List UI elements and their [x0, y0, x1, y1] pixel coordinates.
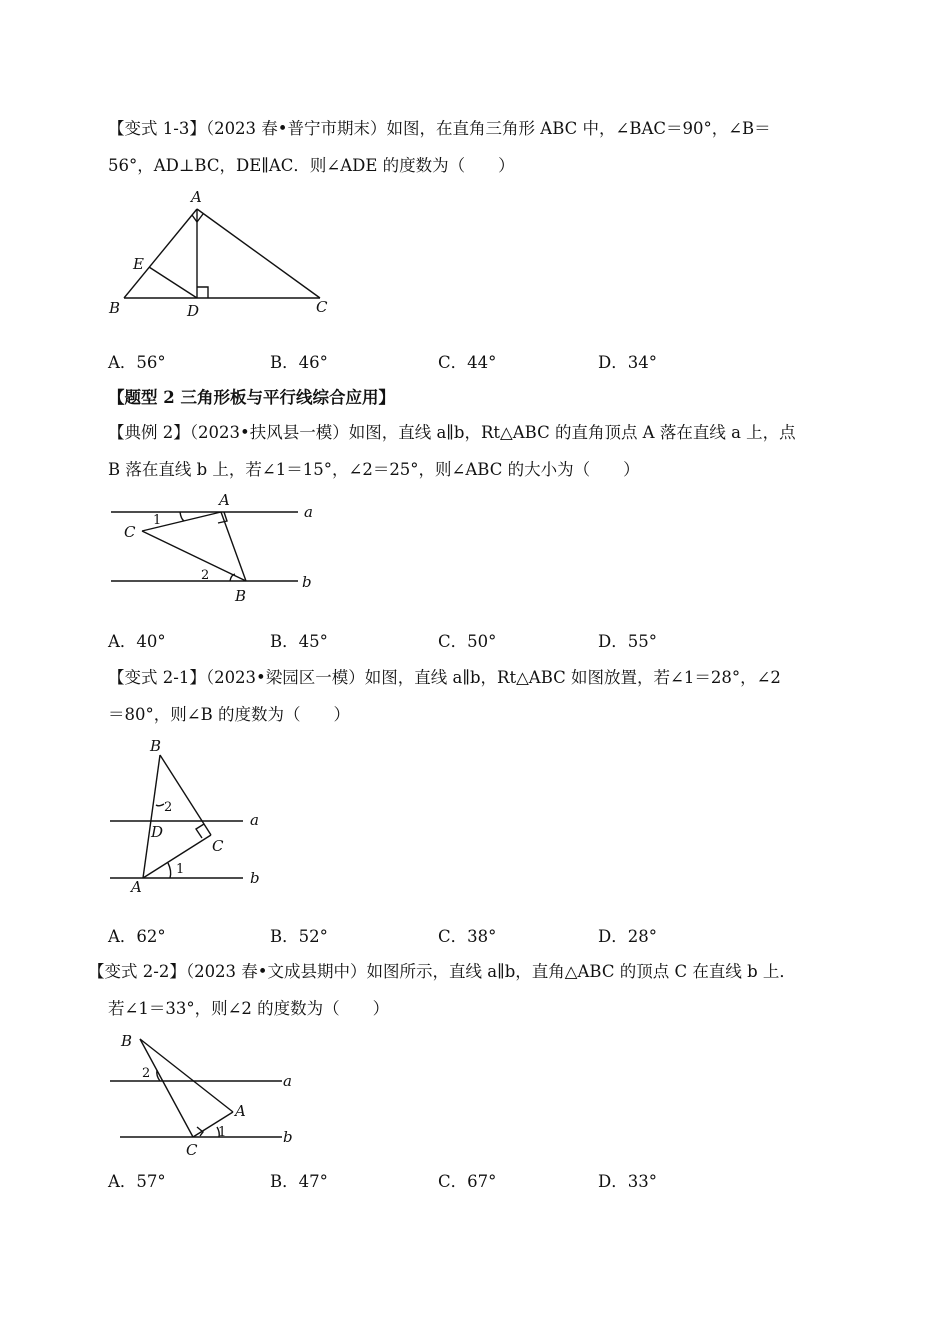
ex2-label-a: A: [219, 491, 230, 509]
q22-option-d[interactable]: D．33°: [598, 1172, 657, 1191]
ex2-label-line-b: b: [302, 573, 312, 591]
q13-label-d: D: [187, 302, 200, 320]
ex2-stem-line2: B 落在直线 b 上，若∠1＝15°，∠2＝25°，则∠ABC 的大小为（ ）: [108, 460, 640, 479]
q21-figure: [100, 735, 280, 900]
q13-right-angle-d: [197, 287, 208, 298]
q13-option-c[interactable]: C．44°: [438, 353, 497, 372]
q21-stem-line1: 【变式 2-1】（2023•梁园区一模）如图，直线 a∥b，Rt△ABC 如图放置，若∠1＝28°，∠2: [108, 668, 781, 687]
ex2-label-angle-2: 2: [201, 568, 210, 583]
q22-stem-line2: 若∠1＝33°，则∠2 的度数为（ ）: [108, 999, 390, 1018]
q22-option-a[interactable]: A．57°: [108, 1172, 166, 1191]
ex2-angle-1-arc: [180, 512, 184, 521]
q22-option-b[interactable]: B．47°: [270, 1172, 328, 1191]
q13-option-d[interactable]: D．34°: [598, 353, 657, 372]
q22-figure: [100, 1028, 300, 1163]
ex2-option-d[interactable]: D．55°: [598, 632, 657, 651]
q21-label-b: B: [150, 737, 162, 755]
ex2-label-angle-1: 1: [153, 513, 162, 528]
ex2-stem-line1: 【典例 2】（2023•扶风县一模）如图，直线 a∥b，Rt△ABC 的直角顶点 A 落在直线 a 上，点: [108, 423, 796, 442]
q21-option-a[interactable]: A．62°: [108, 927, 166, 946]
q13-seg-de: [149, 267, 197, 298]
q21-label-c: C: [212, 837, 224, 855]
q13-seg-ab: [124, 209, 197, 298]
q21-angle-2-arc: [156, 804, 164, 806]
q21-label-d: D: [151, 823, 164, 841]
q22-seg-ba: [140, 1039, 233, 1112]
q21-right-angle-c: [196, 824, 204, 838]
ex2-option-c[interactable]: C．50°: [438, 632, 497, 651]
q22-label-a: A: [235, 1102, 246, 1120]
q21-label-line-b: b: [250, 869, 260, 887]
q21-label-a: A: [131, 878, 142, 896]
q22-option-c[interactable]: C．67°: [438, 1172, 497, 1191]
q13-option-b[interactable]: B．46°: [270, 353, 328, 372]
q13-label-b: B: [109, 299, 121, 317]
q21-seg-ab: [143, 755, 160, 878]
q13-stem-line2: 56°，AD⊥BC，DE∥AC．则∠ADE 的度数为（ ）: [108, 156, 515, 175]
q21-option-c[interactable]: C．38°: [438, 927, 497, 946]
q21-angle-1-arc: [168, 863, 171, 878]
q21-label-line-a: a: [250, 811, 259, 829]
q22-label-angle-2: 2: [142, 1066, 151, 1081]
q21-seg-bc: [160, 755, 211, 835]
q13-stem-line1: 【变式 1-3】（2023 春•普宁市期末）如图，在直角三角形 ABC 中，∠BAC＝90°，∠B＝: [108, 119, 771, 138]
q13-label-a: A: [191, 188, 202, 206]
q13-seg-ac: [197, 209, 320, 298]
q21-option-d[interactable]: D．28°: [598, 927, 657, 946]
q22-label-angle-1: 1: [218, 1125, 227, 1140]
q21-option-b[interactable]: B．52°: [270, 927, 328, 946]
q13-figure: [100, 185, 350, 330]
q22-label-line-b: b: [283, 1128, 293, 1146]
q22-seg-ca: [193, 1112, 233, 1137]
q13-label-c: C: [316, 298, 328, 316]
ex2-label-c: C: [124, 523, 136, 541]
q22-seg-bc: [140, 1039, 193, 1137]
q21-stem-line2: ＝80°，则∠B 的度数为（ ）: [108, 705, 350, 724]
q22-label-line-a: a: [283, 1072, 292, 1090]
q21-label-angle-2: 2: [164, 800, 173, 815]
q21-label-angle-1: 1: [176, 862, 185, 877]
q22-label-c: C: [186, 1141, 198, 1159]
q13-option-a[interactable]: A．56°: [108, 353, 166, 372]
q13-label-e: E: [133, 255, 144, 273]
ex2-option-b[interactable]: B．45°: [270, 632, 328, 651]
ex2-label-b: B: [235, 587, 247, 605]
section2-title: 【题型 2 三角形板与平行线综合应用】: [108, 388, 395, 407]
ex2-option-a[interactable]: A．40°: [108, 632, 166, 651]
ex2-figure: [100, 490, 330, 610]
q22-stem-line1: 【变式 2-2】（2023 春•文成县期中）如图所示，直线 a∥b，直角△ABC 的顶点 C 在直线 b 上．: [88, 962, 796, 981]
ex2-label-line-a: a: [304, 503, 313, 521]
q22-label-b: B: [121, 1032, 133, 1050]
